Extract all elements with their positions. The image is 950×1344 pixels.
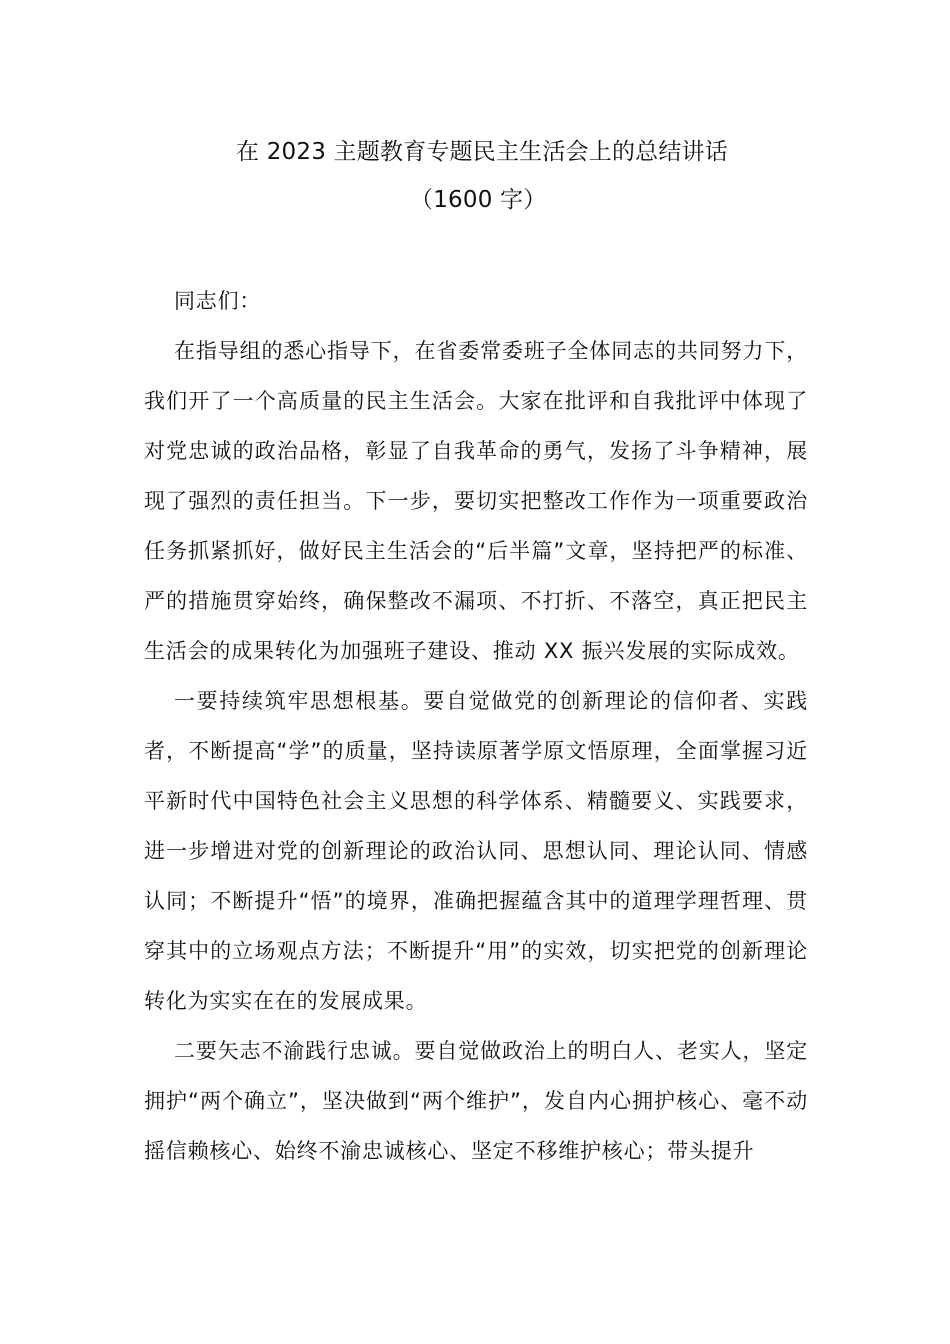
paragraph-point-one: 一要持续筑牢思想根基。要自觉做党的创新理论的信仰者、实践者，不断提高“学”的质量，坚持读原著学原文悟原理，全面掌握习近平新时代中国特色社会主义思想的科学体系、精髓要义、实践要求，进一步增进对党的创新理论的政治认同、思想认同、理论认同、情感认同；不断提升“悟”的境界，准确把握蕴含其中的道理学理哲理、贯穿其中的立场观点方法；不断提升“用”的实效，切实把党的创新理论转化为实实在在的发展成果。 bbox=[144, 689, 808, 1013]
salutation: 同志们： bbox=[174, 289, 262, 313]
document-subtitle: （1600 字） bbox=[410, 187, 547, 213]
document-title: 在 2023 主题教育专题民主生活会上的总结讲话 bbox=[236, 139, 728, 165]
paragraph-point-two: 二要矢志不渝践行忠诚。要自觉做政治上的明白人、老实人，坚定拥护“两个确立”，坚决做到“两个维护”，发自内心拥护核心、毫不动摇信赖核心、始终不渝忠诚核心、坚定不移维护核心；带头提升 bbox=[144, 1039, 808, 1163]
paragraph-intro: 在指导组的悉心指导下，在省委常委班子全体同志的共同努力下，我们开了一个高质量的民主生活会。大家在批评和自我批评中体现了对党忠诚的政治品格，彰显了自我革命的勇气，发扬了斗争精神，展现了强烈的责任担当。下一步，要切实把整改工作作为一项重要政治任务抓紧抓好，做好民主生活会的“后半篇”文章，坚持把严的标准、严的措施贯穿始终，确保整改不漏项、不打折、不落空，真正把民主生活会的成果转化为加强班子建设、推动 XX 振兴发展的实际成效。 bbox=[144, 339, 808, 663]
document-body bbox=[144, 276, 808, 1176]
